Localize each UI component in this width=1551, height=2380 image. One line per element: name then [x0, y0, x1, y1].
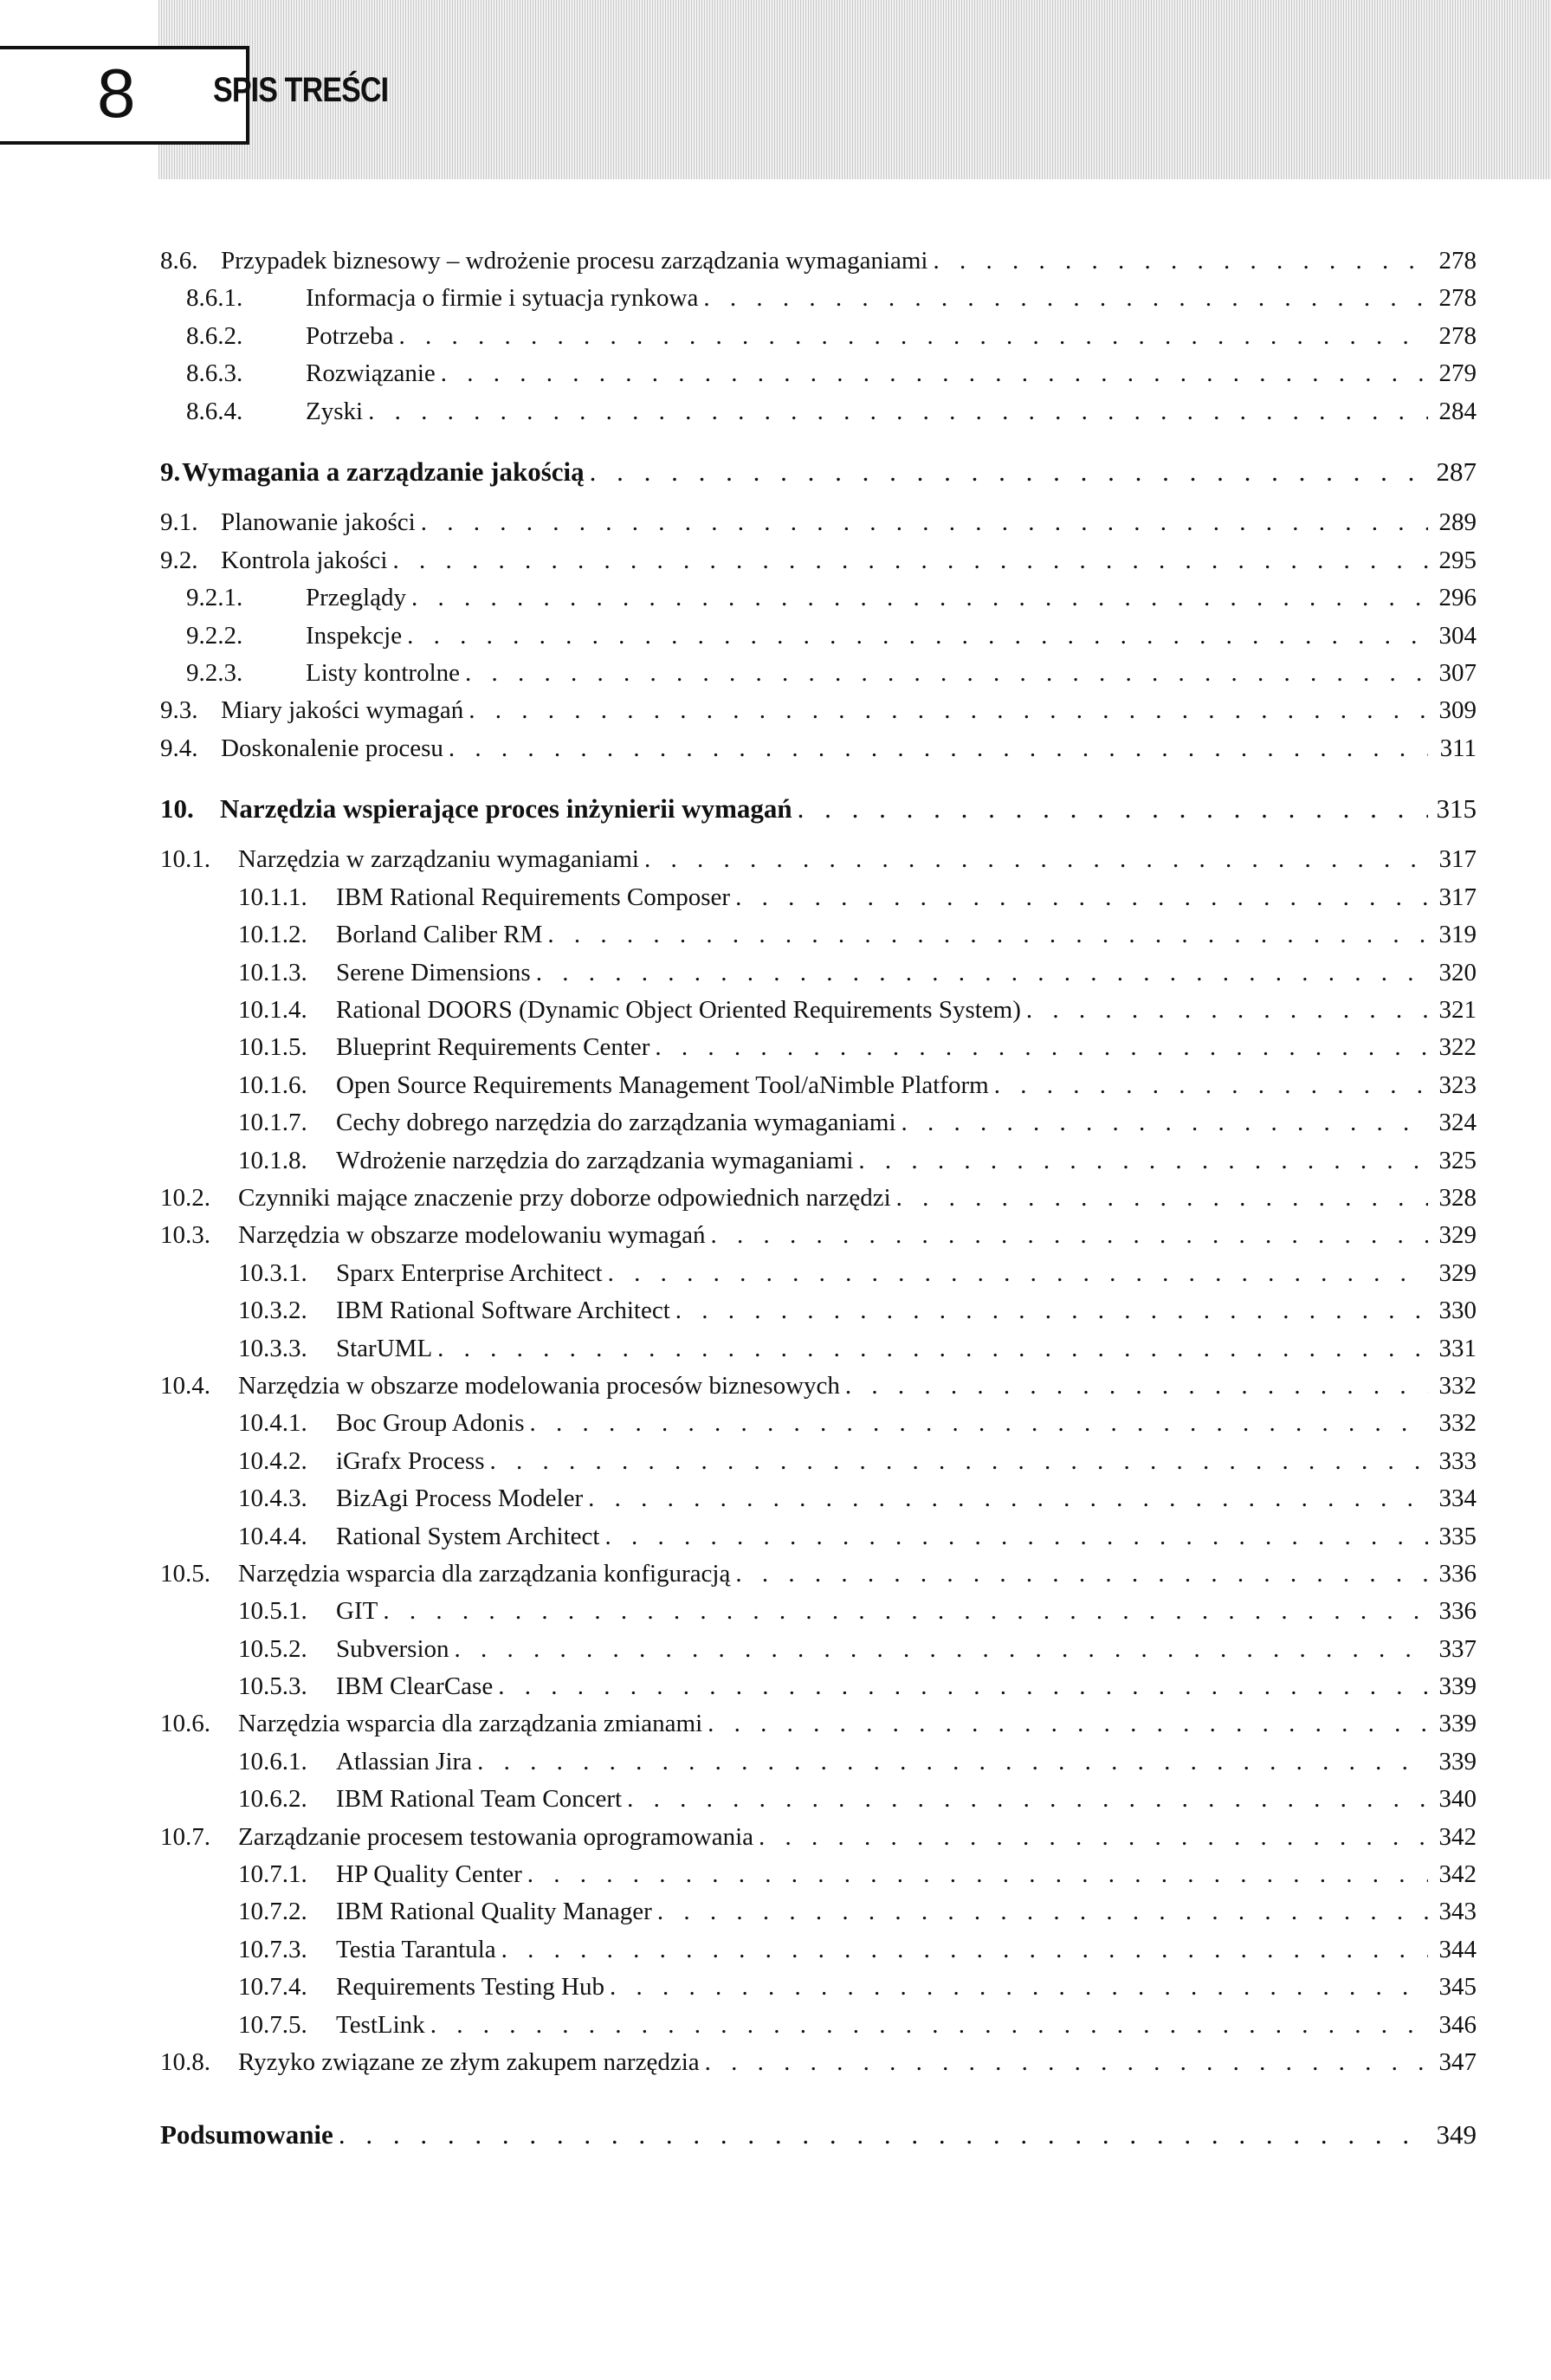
- toc-entry: [0, 2116, 1551, 2153]
- toc-entry-title: Potrzeba: [306, 321, 394, 350]
- toc-entry-number: 10.7.: [160, 1822, 210, 1851]
- toc-entry: [0, 1368, 1551, 1405]
- dot-leader: [402, 618, 1428, 655]
- toc-entry-title: Borland Caliber RM: [336, 921, 543, 949]
- toc-entry-number: 10.3.1.: [238, 1258, 307, 1287]
- toc-entry-title: HP Quality Center: [336, 1860, 522, 1889]
- toc-entry: [0, 692, 1551, 729]
- toc-entry: [0, 355, 1551, 392]
- toc-entry: [0, 1631, 1551, 1668]
- toc-entry-page: 295: [1438, 546, 1477, 574]
- toc-entry-title: Narzędzia w obszarze modelowania procesów biznesowych: [238, 1371, 840, 1400]
- toc-entry-page: 345: [1438, 1973, 1477, 2002]
- toc-entry-title: Ryzyko związane ze złym zakupem narzędzia: [238, 2047, 700, 2076]
- toc-entry-number: 10.4.2.: [238, 1446, 307, 1475]
- dot-leader: [730, 1555, 1428, 1593]
- toc-entry-number: 9.3.: [160, 696, 198, 725]
- dot-leader: [840, 1368, 1428, 1405]
- toc-entry-page: 339: [1438, 1710, 1477, 1738]
- toc-entry-page: 340: [1438, 1785, 1477, 1814]
- toc-entry: [0, 879, 1551, 916]
- toc-entry-page: 279: [1438, 359, 1477, 388]
- toc-entry: [0, 992, 1551, 1029]
- dot-leader: [583, 1480, 1428, 1517]
- toc-entry: [0, 954, 1551, 992]
- toc-entry: [0, 1405, 1551, 1442]
- toc-entry-title: Narzędzia w obszarze modelowaniu wymagań: [238, 1221, 706, 1250]
- toc-entry-title: IBM Rational Requirements Composer: [336, 883, 731, 911]
- toc-entry-number: 9.4.: [160, 734, 198, 762]
- toc-entry-number: 10.3.3.: [238, 1334, 307, 1362]
- toc-entry-title: Wdrożenie narzędzia do zarządzania wymaganiami: [336, 1146, 854, 1174]
- toc-entry-number: 10.4.4.: [238, 1522, 307, 1550]
- toc-entry-number: 10.5.1.: [238, 1597, 307, 1626]
- toc-entry-page: 317: [1438, 883, 1477, 911]
- dot-leader: [542, 916, 1428, 954]
- dot-leader: [603, 1255, 1428, 1292]
- toc-entry: [0, 393, 1551, 430]
- toc-entry-number: 10.1.3.: [238, 958, 307, 986]
- toc-entry: [0, 1668, 1551, 1705]
- toc-entry: [0, 1292, 1551, 1329]
- toc-entry-page: 328: [1438, 1183, 1477, 1212]
- toc-entry-title: GIT: [336, 1597, 378, 1626]
- toc-entry: [0, 243, 1551, 280]
- toc-entry-number: 9.2.2.: [186, 621, 243, 650]
- dot-leader: [928, 243, 1429, 280]
- dot-leader: [896, 1104, 1428, 1141]
- toc-entry: [0, 916, 1551, 954]
- toc-entry: [0, 1104, 1551, 1141]
- toc-entry-page: 332: [1438, 1409, 1477, 1438]
- toc-entry-title: Testia Tarantula: [336, 1935, 496, 1963]
- dot-leader: [485, 1443, 1428, 1480]
- toc-entry-number: 10.6.: [160, 1710, 210, 1738]
- toc-entry-page: 284: [1438, 397, 1477, 425]
- toc-entry-page: 339: [1438, 1672, 1477, 1701]
- toc-entry-title: Przypadek biznesowy – wdrożenie procesu zarządzania wymaganiami: [221, 247, 928, 275]
- toc-entry-page: 304: [1438, 621, 1477, 650]
- toc-entry-title: Podsumowanie: [160, 2119, 333, 2150]
- toc-entry: [0, 1743, 1551, 1781]
- dot-leader: [449, 1631, 1429, 1668]
- toc-entry-title: Planowanie jakości: [221, 508, 416, 537]
- dot-leader: [393, 318, 1428, 355]
- toc-entry-page: 330: [1438, 1297, 1477, 1325]
- toc-entry-title: Boc Group Adonis: [336, 1409, 525, 1438]
- toc-entry: [0, 1330, 1551, 1368]
- toc-entry-page: 319: [1438, 921, 1477, 949]
- toc-entry-number: 8.6.: [160, 247, 198, 275]
- toc-entry: [0, 730, 1551, 767]
- toc-entry: [0, 1255, 1551, 1292]
- toc-entry-number: 10.1.6.: [238, 1070, 307, 1099]
- toc-entry-title: Przeglądy: [306, 584, 406, 612]
- toc-entry: [0, 655, 1551, 692]
- toc-entry-page: 332: [1438, 1371, 1477, 1400]
- toc-entry-page: 335: [1438, 1522, 1477, 1550]
- toc-entry-page: 315: [1436, 793, 1477, 825]
- toc-entry-page: 287: [1436, 456, 1477, 487]
- toc-entry-page: 347: [1438, 2047, 1477, 2076]
- dot-leader: [493, 1668, 1428, 1705]
- toc-entry-title: iGrafx Process: [336, 1446, 485, 1475]
- dot-leader: [472, 1743, 1428, 1781]
- toc-entry-title: Rational System Architect: [336, 1522, 600, 1550]
- toc-entry-number: 10.1.4.: [238, 996, 307, 1025]
- toc-entry: [0, 1555, 1551, 1593]
- toc-entry-page: 278: [1438, 321, 1477, 350]
- dot-leader: [496, 1931, 1428, 1969]
- toc-entry-number: 10.5.2.: [238, 1634, 307, 1663]
- toc-entry-title: Rational DOORS (Dynamic Object Oriented Requirements System): [336, 996, 1021, 1025]
- toc-entry: [0, 504, 1551, 541]
- toc-entry-page: 343: [1438, 1898, 1477, 1926]
- toc-entry-number: 10.3.: [160, 1221, 210, 1250]
- toc-entry-number: 10.8.: [160, 2047, 210, 2076]
- toc-entry-title: Open Source Requirements Management Tool/aNimble Platform: [336, 1070, 989, 1099]
- dot-leader: [436, 355, 1428, 392]
- toc-entry: [0, 1931, 1551, 1969]
- toc-entry-title: Cechy dobrego narzędzia do zarządzania wymaganiami: [336, 1109, 896, 1137]
- toc-entry-page: 344: [1438, 1935, 1477, 1963]
- toc-entry: [0, 1142, 1551, 1180]
- toc-entry-title: IBM ClearCase: [336, 1672, 494, 1701]
- toc-chapter-entry: [0, 790, 1551, 827]
- toc-entry-number: 9.1.: [160, 508, 198, 537]
- toc-entry-number: 9.: [160, 456, 181, 487]
- toc-entry-page: 331: [1438, 1334, 1477, 1362]
- toc-entry-number: 10.4.: [160, 1371, 210, 1400]
- toc-entry-number: 10.1.1.: [238, 883, 307, 911]
- toc-entry: [0, 1180, 1551, 1217]
- dot-leader: [702, 1705, 1428, 1743]
- toc-entry-title: Inspekcje: [306, 621, 403, 650]
- toc-entry-title: Narzędzia wsparcia dla zarządzania zmianami: [238, 1710, 703, 1738]
- toc-entry: [0, 280, 1551, 317]
- table-of-contents: [0, 243, 1551, 2168]
- toc-entry: [0, 2007, 1551, 2044]
- toc-entry-number: 10.3.2.: [238, 1297, 307, 1325]
- dot-leader: [425, 2007, 1428, 2044]
- toc-entry-number: 10.2.: [160, 1183, 210, 1212]
- toc-entry-page: 342: [1438, 1860, 1477, 1889]
- toc-entry: [0, 318, 1551, 355]
- toc-entry-page: 336: [1438, 1559, 1477, 1588]
- toc-entry-number: 10.1.8.: [238, 1146, 307, 1174]
- toc-entry-title: IBM Rational Software Architect: [336, 1297, 670, 1325]
- toc-entry-number: 10.7.2.: [238, 1898, 307, 1926]
- toc-entry-page: 322: [1438, 1033, 1477, 1062]
- dot-leader: [700, 2044, 1428, 2081]
- toc-entry: [0, 618, 1551, 655]
- toc-entry-page: 278: [1438, 284, 1477, 313]
- toc-entry-page: 325: [1438, 1146, 1477, 1174]
- dot-leader: [670, 1292, 1428, 1329]
- toc-entry-page: 324: [1438, 1109, 1477, 1137]
- toc-entry-number: 9.2.: [160, 546, 198, 574]
- dot-leader: [604, 1969, 1428, 2006]
- toc-entry-number: 10.5.: [160, 1559, 210, 1588]
- dot-leader: [792, 790, 1428, 827]
- toc-entry-number: 8.6.1.: [186, 284, 243, 313]
- toc-entry-title: Blueprint Requirements Center: [336, 1033, 650, 1062]
- toc-entry: [0, 1969, 1551, 2006]
- toc-entry-title: Serene Dimensions: [336, 958, 531, 986]
- dot-leader: [416, 504, 1428, 541]
- toc-entry-number: 8.6.4.: [186, 397, 243, 425]
- dot-leader: [531, 954, 1428, 992]
- dot-leader: [387, 542, 1428, 579]
- toc-entry-page: 321: [1438, 996, 1477, 1025]
- toc-entry-title: IBM Rational Team Concert: [336, 1785, 623, 1814]
- toc-entry: [0, 1893, 1551, 1931]
- toc-entry-page: 342: [1438, 1822, 1477, 1851]
- toc-entry-page: 349: [1436, 2119, 1477, 2150]
- dot-leader: [622, 1781, 1428, 1818]
- toc-entry-page: 317: [1438, 845, 1477, 874]
- toc-entry-number: 8.6.2.: [186, 321, 243, 350]
- dot-leader: [463, 692, 1428, 729]
- toc-entry-number: 10.7.1.: [238, 1860, 307, 1889]
- toc-entry: [0, 1819, 1551, 1856]
- toc-entry-title: Narzędzia w zarządzaniu wymaganiami: [238, 845, 639, 874]
- toc-entry-number: 10.6.2.: [238, 1785, 307, 1814]
- toc-entry-number: 10.7.4.: [238, 1973, 307, 2002]
- toc-entry-title: Rozwiązanie: [306, 359, 436, 388]
- toc-entry: [0, 1518, 1551, 1555]
- dot-leader: [730, 879, 1428, 916]
- toc-entry: [0, 1443, 1551, 1480]
- toc-entry-number: 10.7.3.: [238, 1935, 307, 1963]
- toc-entry-page: 329: [1438, 1221, 1477, 1250]
- dot-leader: [333, 2116, 1428, 2153]
- toc-entry-title: Kontrola jakości: [221, 546, 388, 574]
- dot-leader: [378, 1593, 1428, 1630]
- dot-leader: [363, 393, 1428, 430]
- toc-entry-number: 9.2.1.: [186, 584, 243, 612]
- toc-entry-title: Czynniki mające znaczenie przy doborze odpowiednich narzędzi: [238, 1183, 891, 1212]
- toc-entry: [0, 542, 1551, 579]
- toc-entry: [0, 1480, 1551, 1517]
- toc-entry-page: 309: [1438, 696, 1477, 725]
- toc-entry: [0, 1067, 1551, 1104]
- toc-entry-title: Wymagania a zarządzanie jakością: [182, 456, 585, 487]
- toc-entry: [0, 1856, 1551, 1893]
- dot-leader: [652, 1893, 1428, 1931]
- toc-entry-title: Informacja o firmie i sytuacja rynkowa: [306, 284, 699, 313]
- toc-entry-title: Zarządzanie procesem testowania oprogramowania: [238, 1822, 754, 1851]
- dot-leader: [599, 1518, 1428, 1555]
- toc-entry: [0, 1705, 1551, 1743]
- dot-leader: [432, 1330, 1428, 1368]
- toc-entry: [0, 1029, 1551, 1066]
- toc-entry-number: 10.4.3.: [238, 1484, 307, 1513]
- toc-entry-page: 339: [1438, 1747, 1477, 1775]
- toc-entry-title: Narzędzia wspierające proces inżynierii wymagań: [220, 793, 792, 825]
- toc-entry-number: 10.1.5.: [238, 1033, 307, 1062]
- toc-entry-title: Miary jakości wymagań: [221, 696, 464, 725]
- toc-entry-number: 9.2.3.: [186, 658, 243, 687]
- toc-entry-page: 307: [1438, 658, 1477, 687]
- dot-leader: [443, 730, 1428, 767]
- dot-leader: [522, 1856, 1428, 1893]
- toc-entry-number: 10.: [160, 793, 194, 825]
- toc-entry-number: 10.6.1.: [238, 1747, 307, 1775]
- dot-leader: [698, 280, 1428, 317]
- toc-entry: [0, 1593, 1551, 1630]
- toc-entry-page: 311: [1439, 734, 1477, 762]
- toc-entry-title: Subversion: [336, 1634, 449, 1663]
- toc-entry-title: Doskonalenie procesu: [221, 734, 443, 762]
- toc-entry-page: 289: [1438, 508, 1477, 537]
- dot-leader: [753, 1819, 1428, 1856]
- page-number: 8: [97, 55, 136, 132]
- toc-entry-title: Atlassian Jira: [336, 1747, 473, 1775]
- toc-entry: [0, 841, 1551, 878]
- toc-entry-title: BizAgi Process Modeler: [336, 1484, 584, 1513]
- toc-entry-page: 346: [1438, 2010, 1477, 2039]
- toc-entry-title: Narzędzia wsparcia dla zarządzania konfiguracją: [238, 1559, 731, 1588]
- toc-entry-page: 320: [1438, 958, 1477, 986]
- toc-entry: [0, 1217, 1551, 1254]
- dot-leader: [853, 1142, 1428, 1180]
- toc-entry-page: 333: [1438, 1446, 1477, 1475]
- toc-entry-title: StarUML: [336, 1334, 433, 1362]
- toc-entry-number: 10.1.2.: [238, 921, 307, 949]
- toc-entry-page: 337: [1438, 1634, 1477, 1663]
- toc-entry-number: 10.4.1.: [238, 1409, 307, 1438]
- toc-entry-title: Requirements Testing Hub: [336, 1973, 604, 2002]
- toc-entry-page: 336: [1438, 1597, 1477, 1626]
- dot-leader: [639, 841, 1428, 878]
- toc-entry-title: TestLink: [336, 2010, 425, 2039]
- page-title: SPIS TREŚCI: [213, 71, 389, 109]
- dot-leader: [525, 1405, 1429, 1442]
- dot-leader: [585, 453, 1428, 490]
- toc-entry-page: 296: [1438, 584, 1477, 612]
- dot-leader: [891, 1180, 1428, 1217]
- toc-entry-title: IBM Rational Quality Manager: [336, 1898, 652, 1926]
- toc-entry-title: Sparx Enterprise Architect: [336, 1258, 603, 1287]
- toc-entry: [0, 2044, 1551, 2081]
- toc-entry-number: 8.6.3.: [186, 359, 243, 388]
- dot-leader: [649, 1029, 1428, 1066]
- toc-entry-title: Zyski: [306, 397, 364, 425]
- dot-leader: [989, 1067, 1428, 1104]
- toc-entry-number: 10.1.: [160, 845, 210, 874]
- toc-chapter-entry: [0, 453, 1551, 490]
- toc-entry-page: 278: [1438, 247, 1477, 275]
- toc-entry-number: 10.5.3.: [238, 1672, 307, 1701]
- dot-leader: [460, 655, 1428, 692]
- toc-entry-page: 334: [1438, 1484, 1477, 1513]
- toc-entry-number: 10.1.7.: [238, 1109, 307, 1137]
- dot-leader: [1021, 992, 1428, 1029]
- toc-entry: [0, 1781, 1551, 1818]
- toc-entry-number: 10.7.5.: [238, 2010, 307, 2039]
- toc-entry-title: Listy kontrolne: [306, 658, 461, 687]
- toc-entry-page: 329: [1438, 1258, 1477, 1287]
- dot-leader: [406, 579, 1428, 617]
- dot-leader: [706, 1217, 1429, 1254]
- toc-entry-page: 323: [1438, 1070, 1477, 1099]
- toc-entry: [0, 579, 1551, 617]
